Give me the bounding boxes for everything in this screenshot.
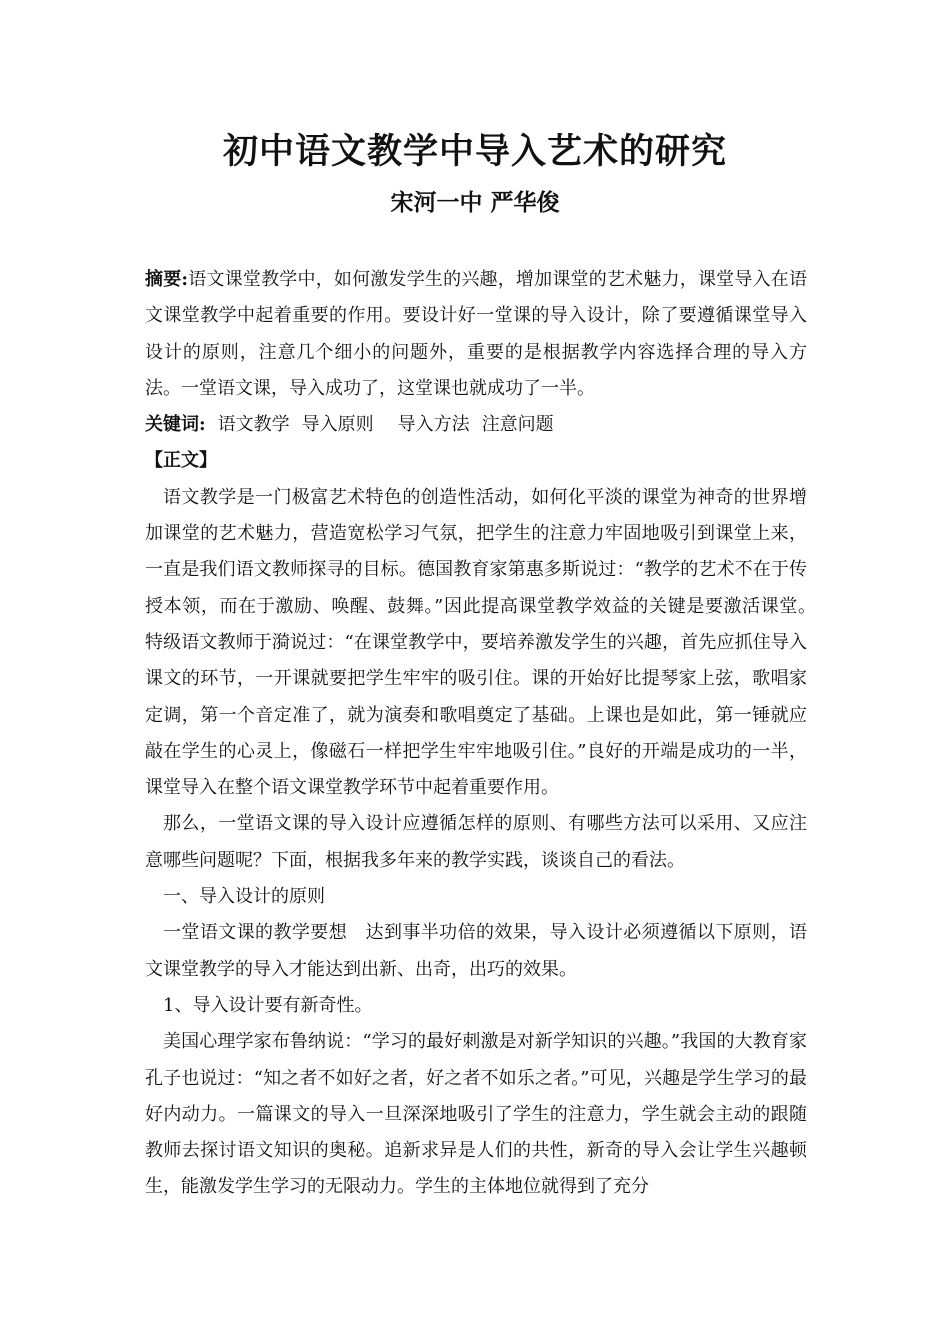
body-paragraph: 那么，一堂语文课的导入设计应遵循怎样的原则、有哪些方法可以采用、又应注意哪些问题呢？下面，根据我多年来的教学实践，谈谈自己的看法。 [145, 813, 807, 871]
subsection-heading: 一、导入设计的原则 [163, 886, 325, 908]
keyword-item: 语文教学 [217, 414, 290, 436]
abstract-paragraph [145, 262, 807, 407]
keywords-line [145, 407, 807, 443]
keyword-item: 导入原则 [301, 414, 374, 436]
document-author: 宋河一中 严华俊 [390, 189, 560, 216]
body-paragraph: 一堂语文课的教学要想 达到事半功倍的效果，导入设计必须遵循以下原则，语文课堂教学的导入才能达到出新、出奇，出巧的效果。 [145, 922, 807, 980]
keyword-item: 导入方法 [397, 414, 470, 436]
keyword-item: 注意问题 [481, 414, 554, 436]
document-title: 初中语文教学中导入艺术的研究 [222, 131, 727, 172]
keywords-label: 关键词: [145, 414, 206, 436]
subsection-item: 1、导入设计要有新奇性。 [163, 994, 373, 1016]
section-heading: 【正文】 [145, 450, 217, 472]
body-paragraph: 美国心理学家布鲁纳说：“学习的最好刺激是对新学知识的兴趣。”我国的大教育家孔子也说过：“知之者不如好之者，好之者不如乐之者。”可见，兴趣是学生学习的最好内动力。一篇课文的导入一旦深深地吸引了学生的注意力，学生就会主动的跟随教师去探讨语文知识的奥秘。追新求异是人们的共性，新奇的导入会让学生兴趣顿生，能激发学生学习的无限动力。学生的主体地位就得到了充分 [145, 1031, 807, 1198]
body-paragraph: 语文教学是一门极富艺术特色的创造性活动，如何化平淡的课堂为神奇的世界增加课堂的艺术魅力，营造宽松学习气氛，把学生的注意力牢固地吸引到课堂上来，一直是我们语文教师探寻的目标。德国教育家第惠多斯说过：“教学的艺术不在于传授本领，而在于激励、唤醒、鼓舞。”因此提高课堂教学效益的关键是要激活课堂。 特级语文教师于漪说过：“在课堂教学中，要培养激发学生的兴趣，首先应抓住导入课文的环节，一开课就要把学生牢牢的吸引住。课的开始好比提琴家上弦，歌唱家定调，第一个音定准了，就为演奏和歌唱奠定了基础。上课也是如此，第一锤就应敲在学生的心灵上，像磁石一样把学生牢牢地吸引住。”良好的开端是成功的一半，课堂导入在整个语文课堂教学环节中起着重要作用。 [145, 486, 825, 799]
document-body [145, 262, 825, 1206]
abstract-text: 语文课堂教学中，如何激发学生的兴趣，增加课堂的艺术魅力，课堂导入在语文课堂教学中起着重要的作用。要设计好一堂课的导入设计，除了要遵循课堂导入设计的原则，注意几个细小的问题外，重要的是根据教学内容选择合理的导入方法。一堂语文课，导入成功了，这堂课也就成功了一半。 [145, 269, 807, 399]
abstract-label: 摘要: [145, 269, 189, 290]
